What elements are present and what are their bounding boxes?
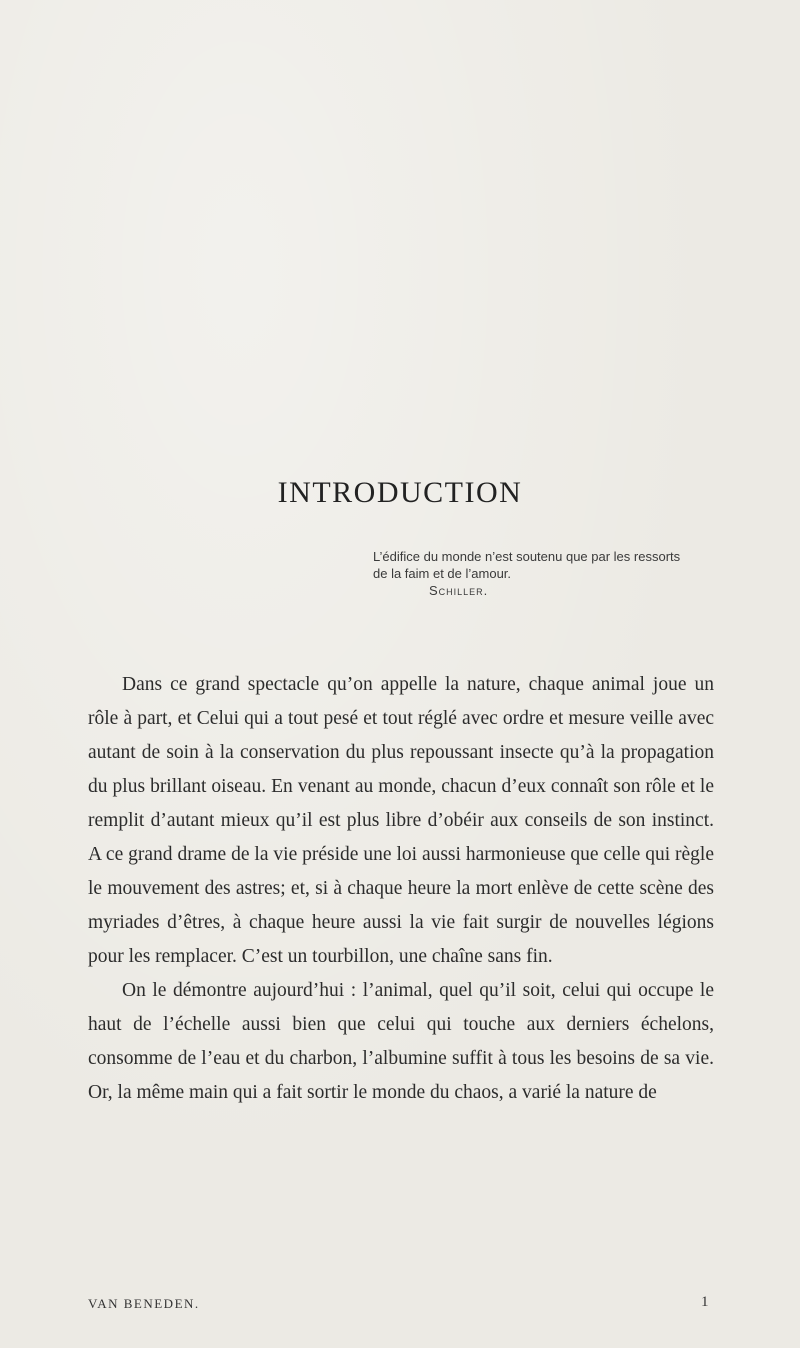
body-text bbox=[88, 668, 714, 1110]
paragraph: On le démontre aujourd’hui : l’animal, quel qu’il soit, celui qui occupe le haut de l’échelle aussi bien que celui qui touche aux derniers échelons, consomme de l’eau et du charbon, l’albumine suffit à tous les besoins de sa vie. Or, la même main qui a fait sortir le monde du chaos, a varié la nature de bbox=[88, 980, 714, 1103]
page-title: INTRODUCTION bbox=[277, 476, 523, 509]
epigraph bbox=[373, 548, 693, 599]
running-head: VAN BENEDEN. bbox=[88, 1296, 200, 1311]
epigraph-quote: L’édifice du monde n’est soutenu que par les ressorts de la faim et de l’amour. bbox=[373, 549, 681, 581]
epigraph-author: Schiller. bbox=[429, 583, 489, 598]
paragraph: Dans ce grand spectacle qu’on appelle la nature, chaque animal joue un rôle à part, et Celui qui a tout pesé et tout réglé avec ordre et mesure veille avec autant de soin à la conservation du plus repoussant insecte qu’à la propagation du plus brillant oiseau. En venant au monde, chacun d’eux connaît son rôle et le remplit d’autant mieux qu’il est plus libre d’obéir aux conseils de son instinct. A ce grand drame de la vie préside une loi aussi harmonieuse que celle qui règle le mouvement des astres; et, si à chaque heure la mort enlève de cette scène des myriades d’êtres, à chaque heure aussi la vie fait surgir de nouvelles légions pour les remplacer. C’est un tourbillon, une chaîne sans fin. bbox=[88, 674, 714, 967]
signature-mark: 1 bbox=[701, 1294, 710, 1310]
